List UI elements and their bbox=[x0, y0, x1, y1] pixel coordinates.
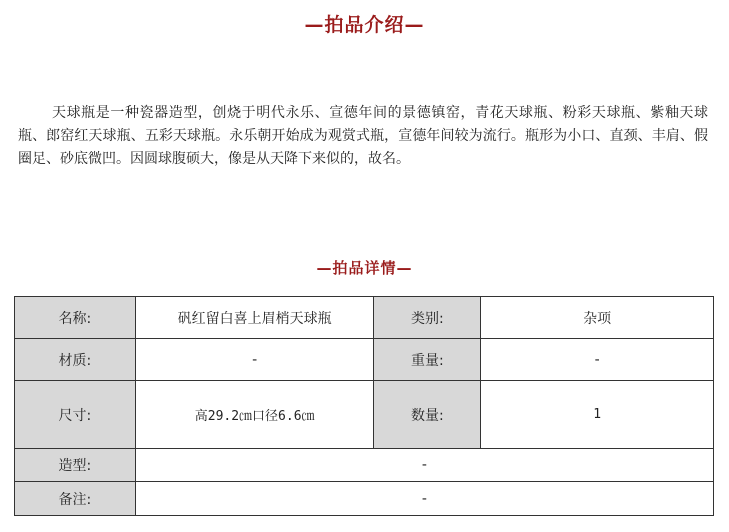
shape-label: 造型: bbox=[15, 449, 136, 482]
remarks-label: 备注: bbox=[15, 482, 136, 516]
quantity-label: 数量: bbox=[374, 381, 481, 449]
size-label: 尺寸: bbox=[15, 381, 136, 449]
details-section-title: —拍品详情— bbox=[316, 259, 413, 277]
size-value: 高29.2㎝口径6.6㎝ bbox=[135, 381, 374, 449]
weight-label: 重量: bbox=[374, 339, 481, 381]
material-value: - bbox=[135, 339, 374, 381]
table-row bbox=[15, 449, 714, 482]
material-label: 材质: bbox=[15, 339, 136, 381]
quantity-value: 1 bbox=[481, 381, 714, 449]
category-value: 杂项 bbox=[481, 297, 714, 339]
details-table bbox=[14, 296, 714, 516]
name-label: 名称: bbox=[15, 297, 136, 339]
table-row bbox=[15, 381, 714, 449]
table-row bbox=[15, 297, 714, 339]
intro-paragraph: 天球瓶是一种瓷器造型，创烧于明代永乐、宣德年间的景德镇窑，青花天球瓶、粉彩天球瓶、紫釉天球瓶、郎窑红天球瓶、五彩天球瓶。永乐朝开始成为观赏式瓶，宣德年间较为流行。瓶形为小口、直颈、丰肩、假圈足、砂底微凹。因圆球腹硕大，像是从天降下来似的，故名。 bbox=[18, 105, 708, 167]
table-row bbox=[15, 339, 714, 381]
weight-value: - bbox=[481, 339, 714, 381]
page-title: —拍品介绍— bbox=[304, 14, 425, 36]
category-label: 类别: bbox=[374, 297, 481, 339]
table-row bbox=[15, 482, 714, 516]
shape-value: - bbox=[135, 449, 713, 482]
remarks-value: - bbox=[135, 482, 713, 516]
name-value: 矾红留白喜上眉梢天球瓶 bbox=[135, 297, 374, 339]
